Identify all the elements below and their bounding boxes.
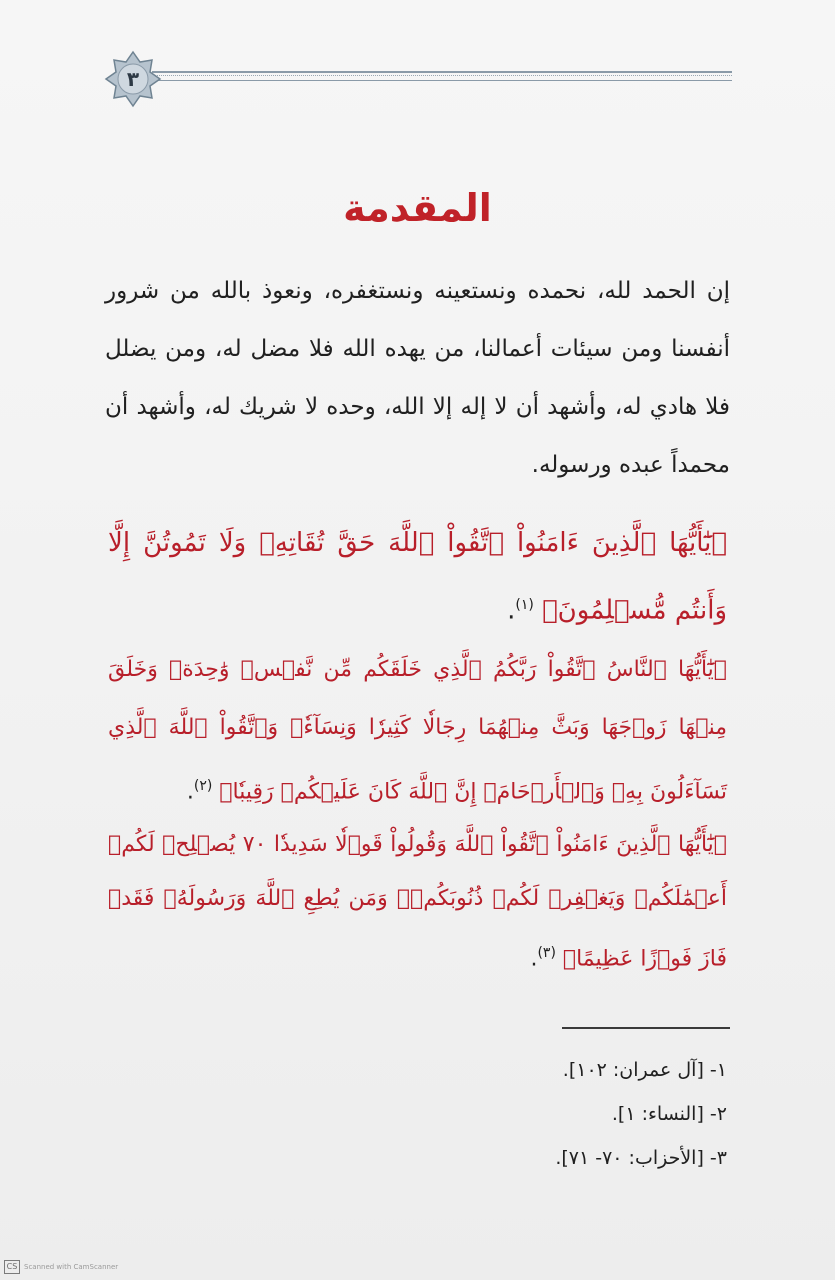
- header-ornament-rule: [152, 71, 732, 81]
- verse-3-text: ﴿يَٰٓأَيُّهَا ٱلَّذِينَ ءَامَنُواْ ٱتَّقُواْ ٱللَّهَ وَقُولُواْ قَوۡلٗا سَدِيدٗا ٧٠ يُصۡلِحۡ لَكُمۡ أَعۡمَٰلَكُمۡ وَيَغۡفِرۡ لَكُمۡ ذُنُوبَكُمۡۗ وَمَن يُطِعِ ٱللَّهَ وَرَسُولَهُۥ فَقَدۡ فَازَ فَوۡزًا عَظِيمًا﴾: [108, 832, 727, 972]
- watermark-text: Scanned with CamScanner: [24, 1263, 119, 1271]
- verse-3: [108, 818, 727, 986]
- verse-1-text: ﴿يَٰٓأَيُّهَا ٱلَّذِينَ ءَامَنُواْ ٱتَّقُواْ ٱللَّهَ حَقَّ تُقَاتِهِۦ وَلَا تَمُوتُنَّ إِلَّا وَأَنتُم مُّسۡلِمُونَ﴾: [108, 528, 727, 626]
- verse-2-footnote-ref: (٢): [193, 778, 213, 794]
- verse-1-footnote-ref: (١): [515, 597, 534, 613]
- verse-2-text: ﴿يَٰٓأَيُّهَا ٱلنَّاسُ ٱتَّقُواْ رَبَّكُمُ ٱلَّذِي خَلَقَكُم مِّن نَّفۡسٖ وَٰحِدَةٖ وَخَلَقَ مِنۡهَا زَوۡجَهَا وَبَثَّ مِنۡهُمَا رِجَالٗا كَثِيرٗا وَنِسَآءٗۚ وَٱتَّقُواْ ٱللَّهَ ٱلَّذِي تَسَآءَلُونَ بِهِۦ وَٱلۡأَرۡحَامَۚ إِنَّ ٱللَّهَ كَانَ عَلَيۡكُمۡ رَقِيبٗا﴾: [108, 657, 727, 805]
- intro-paragraph: إن الحمد لله، نحمده ونستعينه ونستغفره، ونعوذ بالله من شرور أنفسنا ومن سيئات أعمالنا، من يهده الله فلا مضل له، ومن يضلل فلا هادي له، وأشهد أن لا إله إلا الله، وحده لا شريك له، وأشهد أن محمداً عبده ورسوله.: [105, 278, 730, 478]
- verse-2-end: .: [186, 779, 194, 805]
- verse-3-end: .: [530, 946, 538, 972]
- footnote-item: ٢- [النساء: ١].: [611, 1103, 727, 1125]
- footnotes: [555, 1048, 727, 1180]
- page-title: المقدمة: [343, 186, 492, 230]
- verse-1-end: .: [507, 595, 516, 626]
- camscanner-logo-icon: CS: [4, 1260, 20, 1274]
- scanner-watermark: [4, 1260, 118, 1274]
- footnote-separator: [562, 1027, 730, 1029]
- page-number: ٣: [126, 67, 140, 91]
- verse-3-footnote-ref: (٣): [537, 945, 556, 961]
- footnote-item: ٣- [الأحزاب: ٧٠- ٧١].: [555, 1147, 727, 1169]
- footnote-item: ١- [آل عمران: ١٠٢].: [562, 1059, 727, 1081]
- verse-1: [108, 512, 727, 642]
- verse-2: [108, 641, 727, 821]
